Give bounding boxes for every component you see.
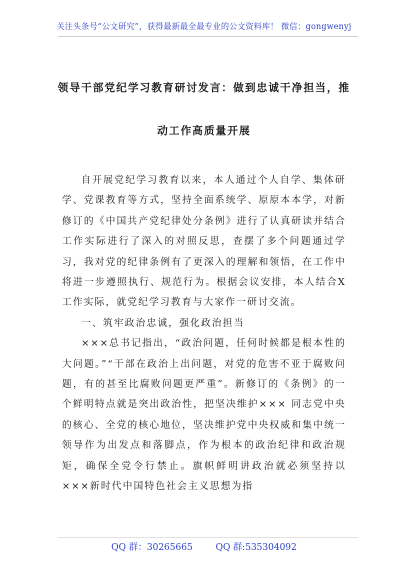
header-divider (58, 36, 358, 37)
document-body (62, 171, 346, 498)
document-title-line-1: 领导干部党纪学习教育研讨发言：做到忠诚干净担当，推 (57, 82, 351, 94)
section-heading-1: 一、筑牢政治忠诚，强化政治担当 (81, 317, 245, 329)
body-paragraph-section-1: ×××总书记指出，“政治问题，任何时候都是根本性的大问题。”“干部在政治上出问题，对党的危害不亚于腐败问题，有的甚至比腐败问题更严重”。新修订的《条例》的一个鲜明特点就是突出政治性，把坚决维护××× 同志党中央的核心、全党的核心地位，坚决维护党中央权威和集中统一领导作为出发点和落脚点，作为根本的政治纪律和政治规矩，确保全党令行禁止。旗帜鲜明讲政治就必须坚持以×××新时代中国特色社会主义思想为指 (62, 338, 346, 493)
footer-divider (58, 537, 358, 538)
document-title-line-2: 动工作高质量开展 (157, 125, 251, 137)
body-paragraph-intro: 自开展党纪学习教育以来，本人通过个人自学、集体研学、党课教育等方式，坚持全面系统学、原原本本学，对新修订的《中国共产党纪律处分条例》进行了认真研读并结合工作实际进行了深入的对照反思，查摆了多个问题通过学习，我对党的纪律条例有了更深入的理解和领悟，在工作中将进一步遵照执行、规范行为。根据会议安排，本人结合X工作实际，就党纪学习教育与大家作一研讨交流。 (62, 175, 346, 309)
footer-qq-group-2: QQ 群:535304092 (215, 543, 297, 553)
header-promo-text: 关注头条号“公文研究”，获得最新最全最专业的公文资料库！ 微信：gongwenyj (56, 22, 352, 31)
footer-contact (0, 540, 408, 553)
footer-qq-group-1: QQ 群：30265665 (111, 543, 193, 553)
